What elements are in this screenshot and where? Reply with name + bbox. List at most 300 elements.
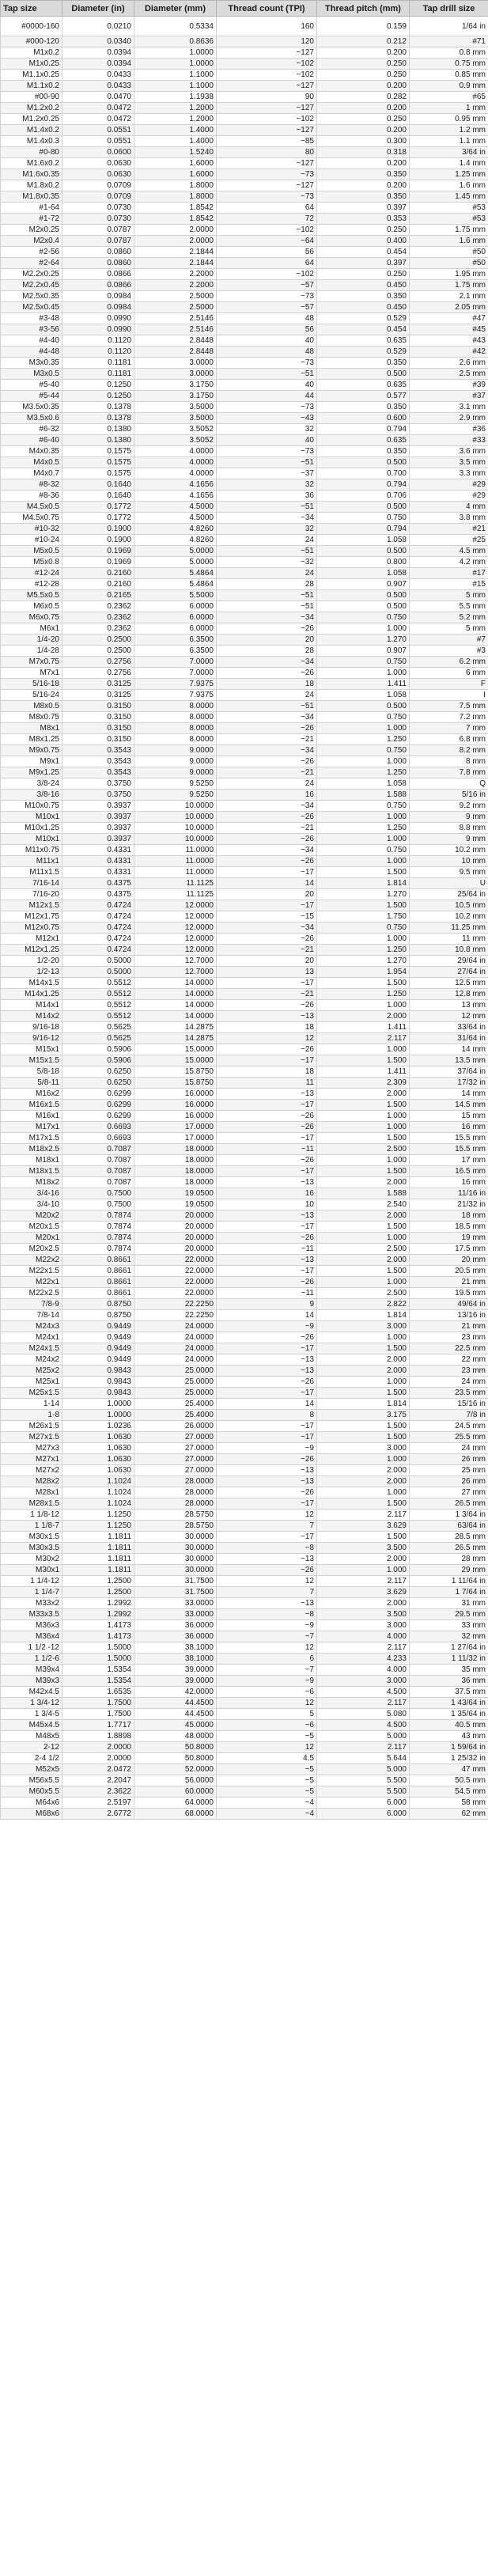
cell-tap-drill-size: 31 mm	[410, 1598, 488, 1609]
cell-tap-drill-size: 5.2 mm	[410, 612, 488, 623]
table-row	[1, 801, 488, 812]
cell-tap-size: M64x6	[1, 1798, 62, 1809]
cell-thread-pitch: 0.250	[317, 269, 410, 280]
cell-diameter-in: 0.1181	[62, 369, 134, 380]
cell-diameter-mm: 6.3500	[134, 635, 217, 646]
table-row	[1, 335, 488, 347]
cell-thread-count: ~73	[217, 191, 317, 203]
cell-thread-count: ~9	[217, 1620, 317, 1631]
cell-diameter-mm: 2.2000	[134, 280, 217, 291]
cell-tap-size: M20x1	[1, 1233, 62, 1244]
cell-tap-drill-size: 13.5 mm	[410, 1055, 488, 1066]
table-row	[1, 203, 488, 214]
cell-thread-count: ~34	[217, 657, 317, 668]
cell-diameter-in: 2.6772	[62, 1809, 134, 1820]
cell-thread-count: ~102	[217, 114, 317, 125]
cell-tap-drill-size: 11/16 in	[410, 1188, 488, 1199]
cell-thread-count: ~13	[217, 1255, 317, 1266]
cell-tap-drill-size: 18.5 mm	[410, 1222, 488, 1233]
cell-diameter-in: 1.7717	[62, 1720, 134, 1731]
cell-diameter-mm: 1.1000	[134, 81, 217, 92]
cell-thread-count: ~17	[217, 1133, 317, 1144]
cell-diameter-mm: 4.1656	[134, 491, 217, 502]
cell-tap-size: 5/8-11	[1, 1078, 62, 1089]
cell-thread-pitch: 1.500	[317, 1055, 410, 1066]
cell-diameter-in: 0.6299	[62, 1089, 134, 1100]
cell-diameter-mm: 7.0000	[134, 668, 217, 679]
cell-tap-drill-size: #36	[410, 424, 488, 435]
cell-diameter-in: 1.0000	[62, 1399, 134, 1410]
cell-tap-drill-size: 1.1 mm	[410, 136, 488, 147]
cell-diameter-mm: 39.0000	[134, 1665, 217, 1676]
cell-diameter-in: 0.4375	[62, 889, 134, 900]
cell-thread-count: 120	[217, 36, 317, 47]
cell-thread-count: 32	[217, 424, 317, 435]
table-row	[1, 59, 488, 70]
table-row	[1, 214, 488, 225]
cell-thread-count: 12	[217, 1642, 317, 1654]
cell-thread-count: ~26	[217, 1233, 317, 1244]
cell-thread-pitch: 0.450	[317, 280, 410, 291]
cell-thread-pitch: 1.500	[317, 1421, 410, 1432]
cell-diameter-in: 0.1250	[62, 391, 134, 402]
cell-thread-pitch: 1.250	[317, 734, 410, 745]
cell-diameter-in: 0.2756	[62, 668, 134, 679]
cell-thread-pitch: 1.500	[317, 1432, 410, 1443]
cell-tap-drill-size: 14 mm	[410, 1089, 488, 1100]
cell-thread-pitch: 0.350	[317, 169, 410, 180]
cell-tap-size: M2x0.4	[1, 236, 62, 247]
cell-diameter-in: 0.1120	[62, 347, 134, 358]
table-row	[1, 1609, 488, 1620]
cell-tap-size: M4x0.35	[1, 446, 62, 457]
table-row	[1, 225, 488, 236]
cell-tap-size: #10-24	[1, 535, 62, 546]
cell-tap-drill-size: 20 mm	[410, 1255, 488, 1266]
cell-diameter-in: 0.0433	[62, 81, 134, 92]
cell-tap-drill-size: 12 mm	[410, 1011, 488, 1022]
cell-diameter-in: 0.2165	[62, 590, 134, 601]
cell-diameter-mm: 2.1844	[134, 258, 217, 269]
cell-thread-count: 36	[217, 491, 317, 502]
cell-thread-pitch: 2.000	[317, 1210, 410, 1222]
cell-tap-drill-size: 4.5 mm	[410, 546, 488, 557]
table-row	[1, 1476, 488, 1487]
cell-diameter-in: 0.9449	[62, 1321, 134, 1332]
cell-diameter-in: 0.0394	[62, 59, 134, 70]
cell-thread-count: ~102	[217, 70, 317, 81]
cell-thread-pitch: 1.058	[317, 568, 410, 579]
cell-diameter-mm: 6.0000	[134, 623, 217, 635]
cell-thread-count: 12	[217, 1033, 317, 1044]
cell-diameter-in: 0.4331	[62, 867, 134, 878]
table-row	[1, 413, 488, 424]
table-row	[1, 546, 488, 557]
table-row	[1, 1066, 488, 1078]
cell-tap-drill-size: 28 mm	[410, 1554, 488, 1565]
cell-diameter-in: 0.5625	[62, 1033, 134, 1044]
cell-diameter-in: 0.0709	[62, 180, 134, 191]
cell-thread-count: ~73	[217, 402, 317, 413]
cell-diameter-mm: 6.3500	[134, 646, 217, 657]
cell-tap-drill-size: 37.5 mm	[410, 1687, 488, 1698]
table-row	[1, 36, 488, 47]
table-row	[1, 1654, 488, 1665]
cell-diameter-in: 0.1575	[62, 468, 134, 479]
cell-diameter-mm: 5.4864	[134, 568, 217, 579]
cell-tap-size: 7/8-9	[1, 1299, 62, 1310]
cell-tap-drill-size: 2.9 mm	[410, 413, 488, 424]
cell-thread-pitch: 0.250	[317, 114, 410, 125]
cell-diameter-in: 0.7087	[62, 1144, 134, 1155]
cell-diameter-mm: 25.4000	[134, 1410, 217, 1421]
cell-tap-drill-size: 5 mm	[410, 623, 488, 635]
cell-thread-pitch: 0.500	[317, 457, 410, 468]
cell-tap-drill-size: 8.2 mm	[410, 745, 488, 756]
table-row	[1, 1288, 488, 1299]
cell-tap-size: M42x4.5	[1, 1687, 62, 1698]
cell-diameter-in: 2.3622	[62, 1786, 134, 1798]
cell-diameter-mm: 1.8542	[134, 214, 217, 225]
cell-diameter-in: 0.0866	[62, 280, 134, 291]
cell-diameter-mm: 4.5000	[134, 513, 217, 524]
cell-diameter-in: 0.3543	[62, 767, 134, 778]
cell-tap-size: 3/8-24	[1, 778, 62, 790]
cell-tap-size: M3x0.5	[1, 369, 62, 380]
table-row	[1, 1742, 488, 1753]
cell-thread-pitch: 0.750	[317, 513, 410, 524]
table-row	[1, 1798, 488, 1809]
cell-tap-drill-size: 15 mm	[410, 1111, 488, 1122]
cell-tap-drill-size: 3/64 in	[410, 147, 488, 158]
cell-tap-drill-size: 16.5 mm	[410, 1166, 488, 1177]
header-diameter-mm: Diameter (mm)	[134, 1, 217, 17]
cell-tap-size: M33x3.5	[1, 1609, 62, 1620]
table-row	[1, 324, 488, 335]
cell-thread-count: ~8	[217, 1609, 317, 1620]
cell-thread-pitch: 0.750	[317, 657, 410, 668]
cell-diameter-mm: 8.0000	[134, 734, 217, 745]
cell-thread-count: ~21	[217, 767, 317, 778]
cell-thread-pitch: 3.629	[317, 1587, 410, 1598]
cell-tap-drill-size: 1.25 mm	[410, 169, 488, 180]
cell-diameter-in: 0.5625	[62, 1022, 134, 1033]
cell-tap-size: M2.2x0.25	[1, 269, 62, 280]
cell-diameter-in: 1.1024	[62, 1498, 134, 1510]
cell-tap-drill-size: 23 mm	[410, 1366, 488, 1377]
cell-thread-pitch: 0.350	[317, 291, 410, 302]
cell-tap-size: 3/4-16	[1, 1188, 62, 1199]
table-row	[1, 269, 488, 280]
cell-diameter-in: 0.1575	[62, 446, 134, 457]
cell-tap-drill-size: 21 mm	[410, 1321, 488, 1332]
cell-diameter-mm: 17.0000	[134, 1122, 217, 1133]
cell-diameter-mm: 25.4000	[134, 1399, 217, 1410]
table-row	[1, 557, 488, 568]
cell-thread-pitch: 1.270	[317, 889, 410, 900]
cell-thread-pitch: 3.175	[317, 1410, 410, 1421]
table-row	[1, 1698, 488, 1709]
cell-diameter-mm: 2.2000	[134, 269, 217, 280]
cell-diameter-in: 0.7500	[62, 1199, 134, 1210]
cell-diameter-mm: 4.0000	[134, 446, 217, 457]
cell-thread-count: 8	[217, 1410, 317, 1421]
cell-tap-size: M22x2.5	[1, 1288, 62, 1299]
cell-thread-pitch: 0.250	[317, 225, 410, 236]
cell-thread-pitch: 0.750	[317, 612, 410, 623]
cell-tap-drill-size: #29	[410, 491, 488, 502]
cell-tap-size: M17x1	[1, 1122, 62, 1133]
cell-diameter-mm: 1.0000	[134, 47, 217, 59]
cell-tap-size: M36x4	[1, 1631, 62, 1642]
cell-thread-pitch: 0.282	[317, 92, 410, 103]
cell-tap-drill-size: 1.4 mm	[410, 158, 488, 169]
cell-tap-drill-size: 1.45 mm	[410, 191, 488, 203]
cell-thread-pitch: 1.000	[317, 1277, 410, 1288]
table-row	[1, 767, 488, 778]
cell-tap-drill-size: 19 mm	[410, 1233, 488, 1244]
cell-diameter-mm: 4.8260	[134, 535, 217, 546]
table-row	[1, 590, 488, 601]
cell-diameter-in: 1.0630	[62, 1454, 134, 1465]
cell-diameter-mm: 12.0000	[134, 922, 217, 934]
cell-diameter-in: 0.8661	[62, 1255, 134, 1266]
cell-tap-size: 7/8-14	[1, 1310, 62, 1321]
cell-diameter-in: 0.5906	[62, 1044, 134, 1055]
cell-thread-pitch: 2.117	[317, 1510, 410, 1521]
table-row	[1, 956, 488, 967]
cell-thread-count: 14	[217, 878, 317, 889]
cell-tap-drill-size: 58 mm	[410, 1798, 488, 1809]
cell-tap-drill-size: 14.5 mm	[410, 1100, 488, 1111]
cell-diameter-in: 1.0630	[62, 1443, 134, 1454]
cell-diameter-mm: 11.1125	[134, 889, 217, 900]
cell-thread-pitch: 2.000	[317, 1554, 410, 1565]
table-row	[1, 513, 488, 524]
cell-diameter-in: 0.0551	[62, 125, 134, 136]
cell-diameter-mm: 9.0000	[134, 745, 217, 756]
cell-tap-drill-size: 9 mm	[410, 812, 488, 823]
cell-thread-count: 16	[217, 1188, 317, 1199]
cell-tap-drill-size: Q	[410, 778, 488, 790]
cell-tap-drill-size: 3.1 mm	[410, 402, 488, 413]
cell-tap-size: 1/4-20	[1, 635, 62, 646]
cell-thread-pitch: 2.117	[317, 1576, 410, 1587]
cell-diameter-mm: 4.0000	[134, 468, 217, 479]
table-row	[1, 1510, 488, 1521]
table-row	[1, 1133, 488, 1144]
cell-tap-drill-size: #39	[410, 380, 488, 391]
cell-tap-drill-size: 3.6 mm	[410, 446, 488, 457]
table-row	[1, 1343, 488, 1354]
cell-tap-drill-size: #33	[410, 435, 488, 446]
cell-diameter-in: 0.9449	[62, 1354, 134, 1366]
cell-diameter-mm: 1.1938	[134, 92, 217, 103]
table-row	[1, 1764, 488, 1775]
cell-diameter-in: 0.1120	[62, 335, 134, 347]
cell-thread-pitch: 1.500	[317, 1100, 410, 1111]
cell-thread-count: 12	[217, 1576, 317, 1587]
cell-diameter-in: 0.0990	[62, 313, 134, 324]
cell-tap-drill-size: 26.5 mm	[410, 1543, 488, 1554]
cell-diameter-mm: 20.0000	[134, 1222, 217, 1233]
cell-thread-count: ~17	[217, 900, 317, 911]
cell-diameter-mm: 9.0000	[134, 756, 217, 767]
cell-tap-drill-size: 1.6 mm	[410, 236, 488, 247]
cell-thread-count: ~34	[217, 922, 317, 934]
cell-thread-count: ~34	[217, 712, 317, 723]
table-row	[1, 136, 488, 147]
header-tap-size: Tap size	[1, 1, 62, 17]
cell-diameter-in: 0.0866	[62, 269, 134, 280]
cell-tap-size: M56x5.5	[1, 1775, 62, 1786]
table-row	[1, 47, 488, 59]
cell-tap-drill-size: 10.2 mm	[410, 845, 488, 856]
table-row	[1, 612, 488, 623]
cell-thread-count: ~102	[217, 225, 317, 236]
cell-thread-count: ~26	[217, 934, 317, 945]
cell-diameter-mm: 11.1125	[134, 878, 217, 889]
cell-diameter-mm: 9.5250	[134, 778, 217, 790]
cell-diameter-in: 1.4173	[62, 1620, 134, 1631]
table-row	[1, 1022, 488, 1033]
cell-diameter-in: 0.7500	[62, 1188, 134, 1199]
cell-tap-drill-size: 6.8 mm	[410, 734, 488, 745]
cell-diameter-mm: 11.0000	[134, 867, 217, 878]
cell-thread-count: 28	[217, 579, 317, 590]
header-diameter-in: Diameter (in)	[62, 1, 134, 17]
cell-thread-count: 9	[217, 1299, 317, 1310]
cell-tap-size: #00-90	[1, 92, 62, 103]
cell-diameter-mm: 8.0000	[134, 723, 217, 734]
table-row	[1, 1266, 488, 1277]
cell-tap-drill-size: #43	[410, 335, 488, 347]
table-row	[1, 1532, 488, 1543]
cell-diameter-mm: 2.0000	[134, 236, 217, 247]
cell-diameter-mm: 52.0000	[134, 1764, 217, 1775]
cell-thread-pitch: 0.397	[317, 203, 410, 214]
cell-tap-size: M1.4x0.2	[1, 125, 62, 136]
cell-thread-count: ~26	[217, 723, 317, 734]
cell-tap-size: 7/16-14	[1, 878, 62, 889]
cell-diameter-mm: 0.5334	[134, 17, 217, 36]
cell-thread-pitch: 1.250	[317, 767, 410, 778]
cell-tap-drill-size: 43 mm	[410, 1731, 488, 1742]
cell-thread-count: 16	[217, 790, 317, 801]
cell-thread-count: ~26	[217, 1454, 317, 1465]
cell-diameter-in: 0.5000	[62, 956, 134, 967]
cell-tap-size: M18x1	[1, 1155, 62, 1166]
cell-diameter-in: 0.0551	[62, 136, 134, 147]
cell-tap-size: M15x1.5	[1, 1055, 62, 1066]
cell-tap-drill-size: 1 7/64 in	[410, 1587, 488, 1598]
cell-diameter-mm: 56.0000	[134, 1775, 217, 1786]
cell-tap-drill-size: 27/64 in	[410, 967, 488, 978]
table-row	[1, 1155, 488, 1166]
cell-thread-pitch: 2.540	[317, 1199, 410, 1210]
table-row	[1, 1000, 488, 1011]
cell-thread-count: ~32	[217, 557, 317, 568]
cell-diameter-in: 0.2160	[62, 568, 134, 579]
cell-thread-pitch: 0.529	[317, 347, 410, 358]
cell-diameter-mm: 3.5000	[134, 402, 217, 413]
cell-thread-pitch: 5.500	[317, 1786, 410, 1798]
cell-thread-count: ~34	[217, 845, 317, 856]
cell-diameter-mm: 28.5750	[134, 1510, 217, 1521]
cell-tap-drill-size: #47	[410, 313, 488, 324]
cell-diameter-in: 0.5512	[62, 1011, 134, 1022]
cell-diameter-mm: 1.6000	[134, 158, 217, 169]
cell-thread-pitch: 0.600	[317, 413, 410, 424]
cell-thread-count: 56	[217, 324, 317, 335]
cell-thread-count: 160	[217, 17, 317, 36]
cell-tap-drill-size: #50	[410, 258, 488, 269]
cell-thread-pitch: 0.750	[317, 712, 410, 723]
cell-thread-count: 20	[217, 635, 317, 646]
table-row	[1, 679, 488, 690]
cell-diameter-mm: 14.0000	[134, 978, 217, 989]
cell-tap-size: M10x1.25	[1, 823, 62, 834]
cell-thread-pitch: 0.200	[317, 180, 410, 191]
cell-diameter-in: 0.0630	[62, 169, 134, 180]
cell-tap-size: 1/4-28	[1, 646, 62, 657]
cell-diameter-in: 0.3750	[62, 778, 134, 790]
cell-thread-count: ~73	[217, 358, 317, 369]
cell-diameter-mm: 19.0500	[134, 1188, 217, 1199]
cell-diameter-mm: 7.9375	[134, 690, 217, 701]
table-row	[1, 1554, 488, 1565]
cell-tap-size: #1-72	[1, 214, 62, 225]
cell-diameter-in: 0.6250	[62, 1078, 134, 1089]
cell-tap-drill-size: 10.8 mm	[410, 945, 488, 956]
table-row	[1, 1222, 488, 1233]
cell-diameter-in: 0.1772	[62, 513, 134, 524]
table-row	[1, 1631, 488, 1642]
cell-diameter-in: 0.3543	[62, 745, 134, 756]
cell-diameter-in: 0.2362	[62, 623, 134, 635]
cell-thread-pitch: 3.500	[317, 1609, 410, 1620]
cell-thread-pitch: 0.300	[317, 136, 410, 147]
cell-tap-drill-size: 7.2 mm	[410, 712, 488, 723]
cell-thread-pitch: 0.454	[317, 324, 410, 335]
cell-tap-drill-size: 47 mm	[410, 1764, 488, 1775]
cell-thread-count: ~57	[217, 302, 317, 313]
cell-diameter-in: 0.0630	[62, 158, 134, 169]
cell-tap-drill-size: 1 35/64 in	[410, 1709, 488, 1720]
cell-tap-drill-size: 22.5 mm	[410, 1343, 488, 1354]
cell-tap-size: 2-4 1/2	[1, 1753, 62, 1764]
cell-diameter-mm: 6.0000	[134, 601, 217, 612]
cell-tap-drill-size: 6.2 mm	[410, 657, 488, 668]
cell-diameter-in: 0.2500	[62, 635, 134, 646]
cell-thread-pitch: 4.500	[317, 1720, 410, 1731]
cell-diameter-in: 1.1024	[62, 1476, 134, 1487]
cell-diameter-mm: 1.0000	[134, 59, 217, 70]
cell-thread-pitch: 1.000	[317, 934, 410, 945]
cell-tap-size: M12x1.25	[1, 945, 62, 956]
cell-tap-drill-size: #50	[410, 247, 488, 258]
cell-thread-pitch: 0.350	[317, 358, 410, 369]
cell-thread-pitch: 2.309	[317, 1078, 410, 1089]
table-row	[1, 1033, 488, 1044]
cell-thread-pitch: 1.000	[317, 1122, 410, 1133]
cell-tap-drill-size: 16 mm	[410, 1122, 488, 1133]
cell-thread-pitch: 1.000	[317, 834, 410, 845]
cell-thread-pitch: 1.000	[317, 1233, 410, 1244]
cell-thread-count: ~102	[217, 269, 317, 280]
cell-tap-size: M4.5x0.75	[1, 513, 62, 524]
cell-tap-size: M36x3	[1, 1620, 62, 1631]
